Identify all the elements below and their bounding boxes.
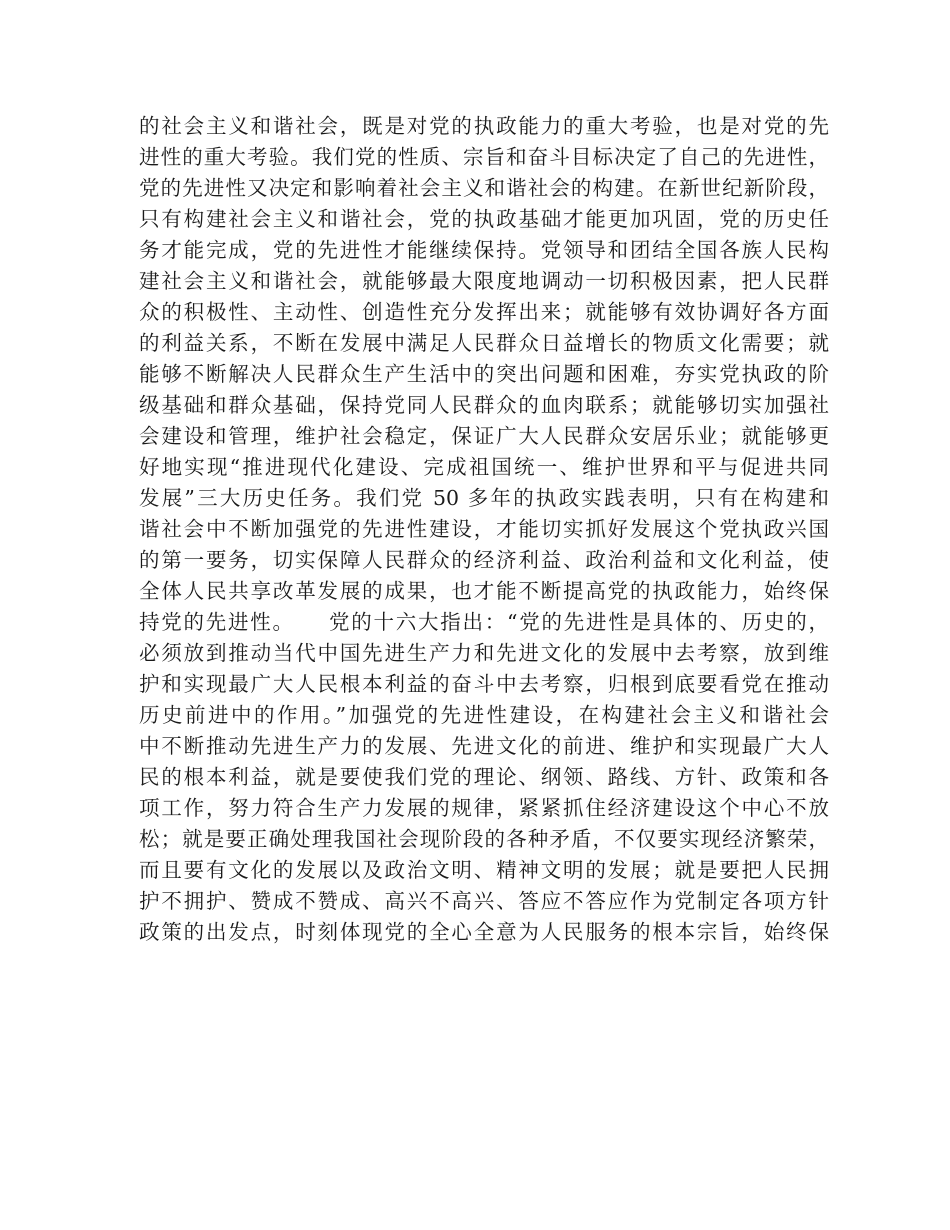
text-line: 进性的重大考验。我们党的性质、宗旨和奋斗目标决定了自己的先进性， bbox=[139, 145, 829, 169]
text-line: 持党的先进性。 党的十六大指出：“党的先进性是具体的、历史的， bbox=[139, 610, 829, 634]
text-line: 务才能完成，党的先进性才能继续保持。党领导和团结全国各族人民构 bbox=[139, 238, 829, 262]
text-line: 而且要有文化的发展以及政治文明、精神文明的发展；就是要把人民拥 bbox=[139, 858, 829, 882]
text-line: 只有构建社会主义和谐社会，党的执政基础才能更加巩固，党的历史任 bbox=[139, 207, 829, 231]
text-line: 会建设和管理，维护社会稳定，保证广大人民群众安居乐业；就能够更 bbox=[139, 424, 829, 448]
text-line: 能够不断解决人民群众生产生活中的突出问题和困难，夯实党执政的阶 bbox=[139, 362, 829, 386]
text-line: 的利益关系，不断在发展中满足人民群众日益增长的物质文化需要；就 bbox=[139, 331, 829, 355]
text-line: 护和实现最广大人民根本利益的奋斗中去考察，归根到底要看党在推动 bbox=[139, 672, 829, 696]
text-line: 建社会主义和谐社会，就能够最大限度地调动一切积极因素，把人民群 bbox=[139, 269, 829, 293]
text-line: 全体人民共享改革发展的成果，也才能不断提高党的执政能力，始终保 bbox=[139, 579, 829, 603]
text-line: 松；就是要正确处理我国社会现阶段的各种矛盾，不仅要实现经济繁荣， bbox=[139, 827, 829, 851]
text-line: 民的根本利益，就是要使我们党的理论、纲领、路线、方针、政策和各 bbox=[139, 765, 829, 789]
text-line: 中不断推动先进生产力的发展、先进文化的前进、维护和实现最广大人 bbox=[139, 734, 829, 758]
text-line: 必须放到推动当代中国先进生产力和先进文化的发展中去考察，放到维 bbox=[139, 641, 829, 665]
text-line: 的第一要务，切实保障人民群众的经济利益、政治利益和文化利益，使 bbox=[139, 548, 829, 572]
text-line: 党的先进性又决定和影响着社会主义和谐社会的构建。在新世纪新阶段， bbox=[139, 176, 829, 200]
text-line: 谐社会中不断加强党的先进性建设，才能切实抓好发展这个党执政兴国 bbox=[139, 517, 829, 541]
text-line: 发展”三大历史任务。我们党 50 多年的执政实践表明，只有在构建和 bbox=[139, 486, 829, 510]
text-line: 好地实现“推进现代化建设、完成祖国统一、维护世界和平与促进共同 bbox=[139, 455, 829, 479]
text-line: 众的积极性、主动性、创造性充分发挥出来；就能够有效协调好各方面 bbox=[139, 300, 829, 324]
text-line: 护不拥护、赞成不赞成、高兴不高兴、答应不答应作为党制定各项方针 bbox=[139, 889, 829, 913]
text-line: 历史前进中的作用。”加强党的先进性建设，在构建社会主义和谐社会 bbox=[139, 703, 829, 727]
body-text bbox=[139, 111, 829, 948]
text-line: 政策的出发点，时刻体现党的全心全意为人民服务的根本宗旨，始终保 bbox=[139, 920, 829, 944]
text-line: 的社会主义和谐社会，既是对党的执政能力的重大考验，也是对党的先 bbox=[139, 114, 829, 138]
text-line: 级基础和群众基础，保持党同人民群众的血肉联系；就能够切实加强社 bbox=[139, 393, 829, 417]
text-line: 项工作，努力符合生产力发展的规律，紧紧抓住经济建设这个中心不放 bbox=[139, 796, 829, 820]
